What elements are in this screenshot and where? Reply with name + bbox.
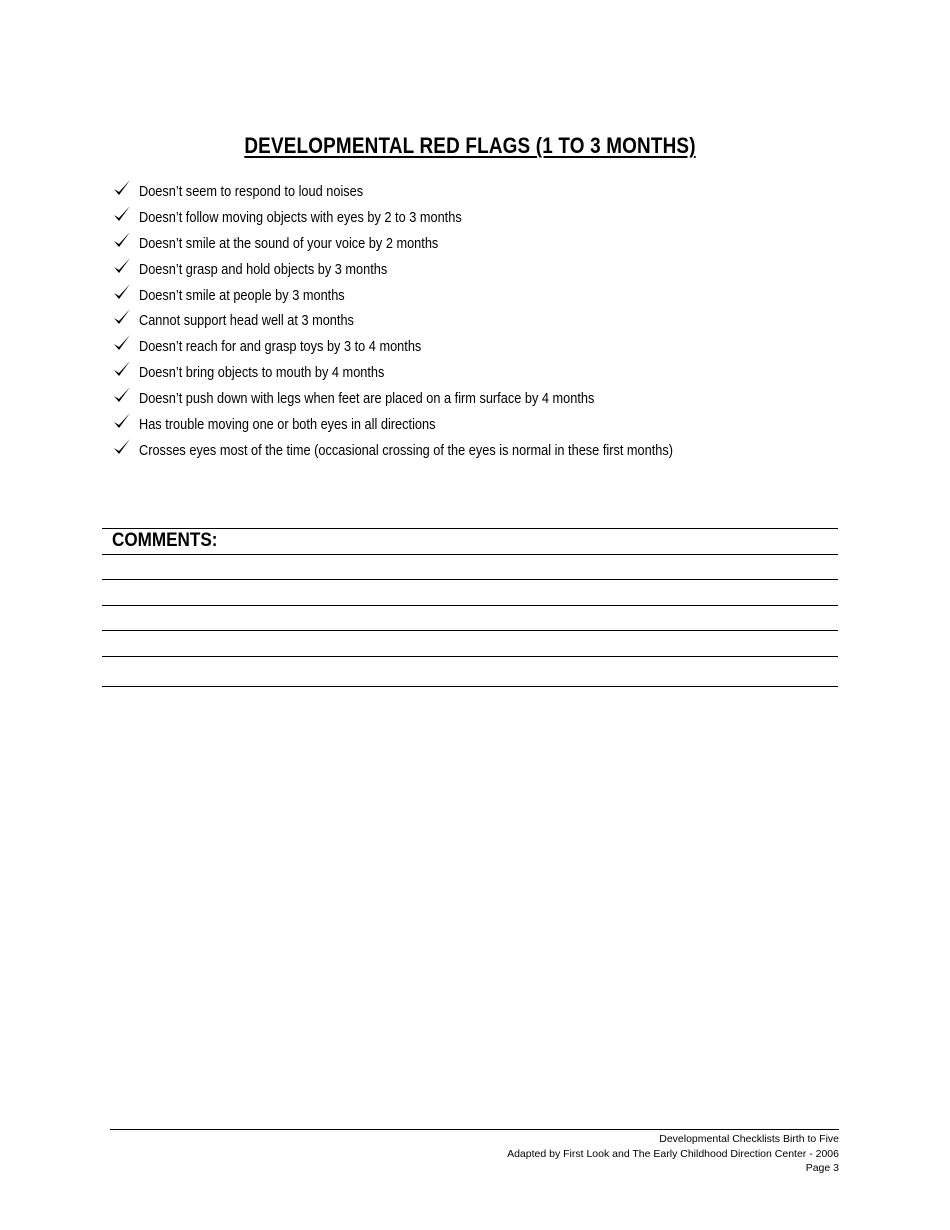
checkmark-icon [112, 359, 132, 379]
checkmark-icon [112, 178, 132, 198]
comment-line[interactable] [102, 630, 838, 631]
red-flag-text: Crosses eyes most of the time (occasional crossing of the eyes is normal in these first months) [139, 442, 674, 459]
footer-document-title: Developmental Checklists Birth to Five [659, 1133, 839, 1145]
checkmark-icon [112, 411, 132, 431]
checkmark-icon [112, 230, 132, 250]
page-title: DEVELOPMENTAL RED FLAGS (1 TO 3 MONTHS) [244, 133, 696, 158]
comment-line[interactable] [102, 605, 838, 606]
comments-top-rule [102, 528, 838, 529]
red-flag-text: Doesn’t bring objects to mouth by 4 months [139, 365, 385, 382]
comments-label: COMMENTS: [112, 530, 218, 551]
comment-line[interactable] [102, 554, 838, 555]
red-flag-text: Doesn’t smile at the sound of your voice by 2 months [139, 235, 439, 252]
red-flag-text: Doesn’t follow moving objects with eyes by 2 to 3 months [139, 209, 462, 226]
red-flag-text: Doesn’t push down with legs when feet are placed on a firm surface by 4 months [139, 391, 595, 408]
red-flag-text: Doesn’t smile at people by 3 months [139, 287, 345, 304]
checkmark-icon [112, 333, 132, 353]
footer-credit: Adapted by First Look and The Early Childhood Direction Center - 2006 [507, 1147, 839, 1160]
footer [507, 1132, 839, 1176]
red-flag-text: Doesn’t seem to respond to loud noises [139, 184, 364, 200]
checkmark-icon [112, 385, 132, 405]
checkmark-icon [112, 256, 132, 276]
comment-line[interactable] [102, 656, 838, 657]
comments-section [102, 528, 838, 688]
red-flag-text: Cannot support head well at 3 months [139, 313, 354, 330]
footer-rule [110, 1129, 839, 1130]
red-flag-text: Has trouble moving one or both eyes in all directions [139, 417, 436, 434]
checkmark-icon [112, 204, 132, 224]
comment-line[interactable] [102, 579, 838, 580]
checkmark-icon [112, 282, 132, 302]
checkmark-icon [112, 307, 132, 327]
comment-line[interactable] [102, 686, 838, 687]
checkmark-icon [112, 437, 132, 457]
page-number: Page 3 [805, 1162, 839, 1174]
red-flag-text: Doesn’t grasp and hold objects by 3 months [139, 261, 388, 278]
red-flag-text: Doesn’t reach for and grasp toys by 3 to 4 months [139, 339, 422, 356]
